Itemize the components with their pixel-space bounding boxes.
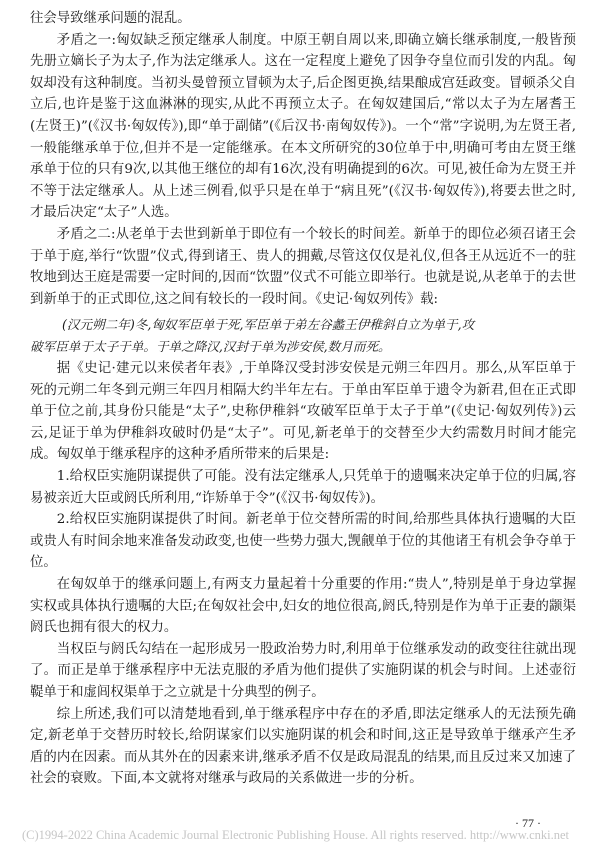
copyright-footer: (C)1994-2022 China Academic Journal Electronic Publishing House. All rights reserved. http://www.cnki.net [22,828,570,842]
paragraph-contradiction-two: 矛盾之二:从老单于去世到新单于即位有一个较长的时间差。新单于的即位必须召诸王会于单于庭,举行“饮盟”仪式,得到诸王、贵人的拥戴,尽管这仅仅是礼仪,但各王从远近不一的驻牧地到达王庭是需要一定时间的,因而“饮盟”仪式不可能立即举行。也就是说,从老单于的去世到新单于的正式即位,这之间有较长的一段时间。《史记·匈奴列传》载: [30,226,576,307]
paragraph-consequence-two: 2.给权臣实施阴谋提供了时间。新老单于位交替所需的时间,给那些具体执行遗嘱的大臣或贵人有时间余地来准备发动政变,也使一些势力强大,觊觎单于位的其他诸王有机会争夺单于位。 [30,512,576,571]
paragraph-political-force: 当权臣与阏氏勾结在一起形成另一股政治势力时,利用单于位继承发动的政变往往就出现了。而正是单于继承程序中无法克服的矛盾为他们提供了实施阴谋的机会与时间。上述壶衍鞮单于和虚闾权渠单于之立就是十分典型的例子。 [30,641,576,700]
paragraph-two-forces: 在匈奴单于的继承问题上,有两支力量起着十分重要的作用:“贵人”,特别是单于身边掌握实权或具体执行遗嘱的大臣;在匈奴社会中,妇女的地位很高,阏氏,特别是作为单于正妻的颛渠阏氏也拥有很大的权力。 [30,576,576,636]
article-body-top [30,8,576,310]
quotation-line-1: (汉元朔二年)冬,匈奴军臣单于死,军臣单于弟左谷蠡王伊稚斜自立为单于,攻 [62,317,475,332]
paragraph-chronology: 据《史记·建元以来侯者年表》,于单降汉受封涉安侯是元朔三年四月。那么,从军臣单于死的元朔二年冬到元朔三年四月相隔大约半年左右。于单由军臣单于遗令为新君,但在正式即单于位之前,其身份只能是“太子”,史称伊稚斜“攻破军臣单于太子于单”(《史记·匈奴列传》)云云,足证于单为伊稚斜攻破时仍是“太子”。可见,新老单于的交替至少大约需数月时间才能完成。匈奴单于继承程序的这种矛盾所带来的后果是: [30,361,576,463]
paragraph-consequence-one: 1.给权臣实施阴谋提供了可能。没有法定继承人,只凭单于的遗嘱来决定单于位的归属,容易被亲近大臣或阏氏所利用,“诈矫单于令”(《汉书·匈奴传》)。 [30,468,576,506]
quotation-line-2: 破军臣单于太子于单。于单之降汉,汉封于单为涉安侯,数月而死。 [30,339,391,354]
paragraph-contradiction-one: 矛盾之一:匈奴缺乏预定继承人制度。中原王朝自周以来,即确立嫡长继承制度,一般皆预先册立嫡长子为太子,作为法定继承人。这在一定程度上避免了因争夺皇位而引发的内乱。匈奴却没有这种制度。当初头曼曾预立冒顿为太子,后企图更换,结果酿成宫廷政变。冒顿杀父自立后,也许是鉴于这血淋淋的现实,从此不再预立太子。在匈奴建国后,“常以太子为左屠耆王(左贤王)”(《汉书·匈奴传》),即“单于副储”(《后汉书·南匈奴传》)。一个“常”字说明,为左贤王者,一般能继承单于位,但并不是一定能继承。在本文所研究的30位单于中,明确可考由左贤王继承单于位的只有9次,以其他王继位的却有16次,没有明确提到的6次。可见,被任命为左贤王并不等于法定继承人。从上述三例看,似乎只是在单于“病且死”(《汉书·匈奴传》),将要去世之时,才最后决定“太子”人选。 [30,32,576,221]
paragraph-conclusion: 综上所述,我们可以清楚地看到,单于继承程序中存在的矛盾,即法定继承人的无法预先确定,新老单于交替历时较长,给阴谋家们以实施阴谋的机会和时间,这正是导致单于继承产生矛盾的内在因素。而从其外在的因素来讲,继承矛盾不仅是政局混乱的结果,而且反过来又加速了社会的衰败。下面,本文就将对继承与政局的关系做进一步的分析。 [30,706,576,787]
article-body-bottom [30,358,576,790]
page-number: · 77 · [515,816,541,830]
paragraph-continued: 往会导致继承问题的混乱。 [30,11,191,26]
